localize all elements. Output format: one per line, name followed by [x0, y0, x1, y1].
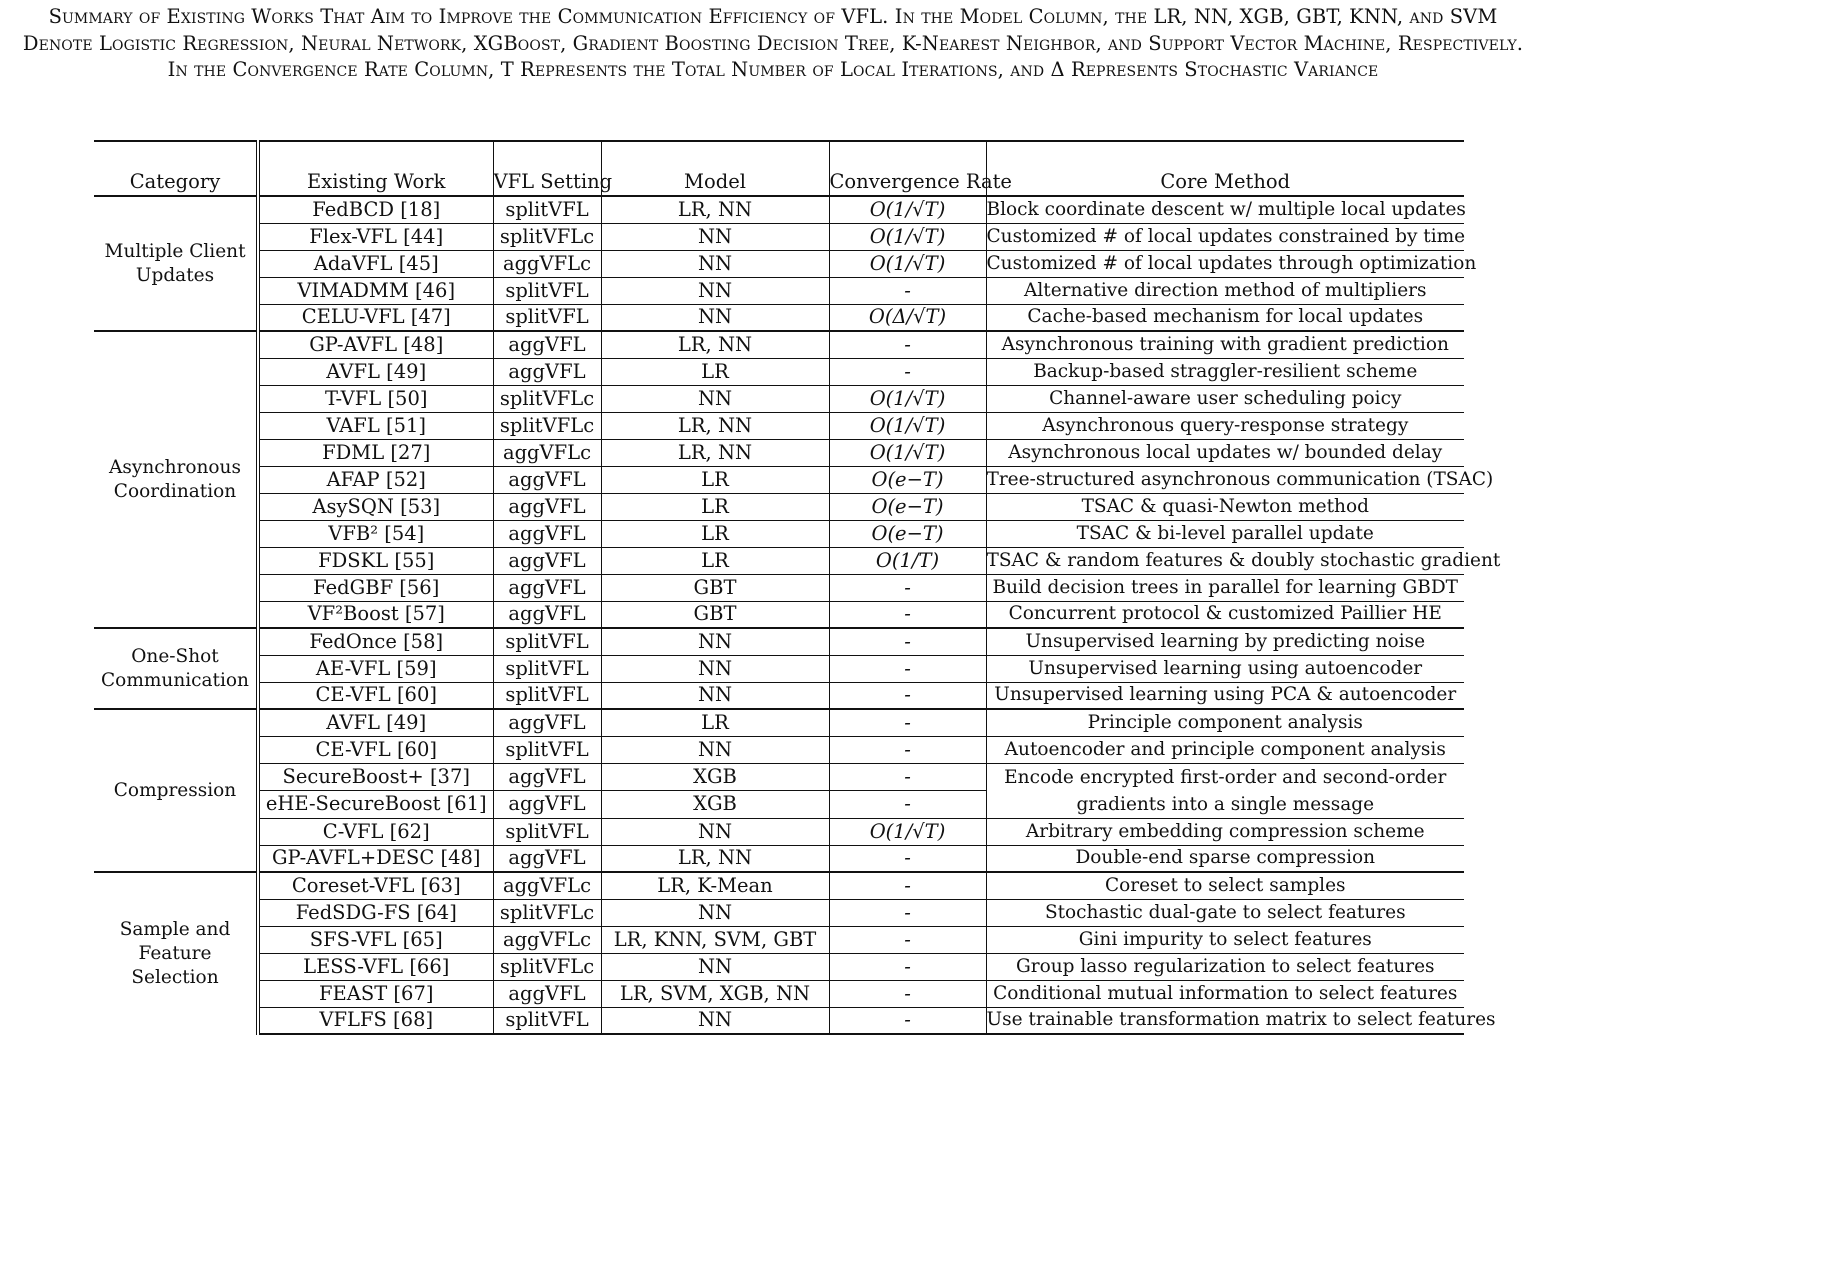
vfl-setting-cell: splitVFL — [493, 277, 601, 304]
model-cell: LR, NN — [601, 331, 829, 358]
vfl-setting-cell: aggVFL — [493, 980, 601, 1007]
convergence-rate-cell: - — [829, 926, 986, 953]
vfl-setting-cell: splitVFLc — [493, 223, 601, 250]
convergence-rate-cell: - — [829, 791, 986, 819]
header-vfl-setting: VFL Setting — [493, 141, 601, 196]
table-row — [94, 439, 1464, 466]
vfl-setting-cell: aggVFL — [493, 358, 601, 385]
vfl-setting-cell: aggVFL — [493, 601, 601, 628]
existing-work-cell: FedGBF [56] — [258, 574, 493, 601]
convergence-rate-cell: - — [829, 682, 986, 709]
model-cell: NN — [601, 655, 829, 682]
core-method-cell: Gini impurity to select features — [986, 926, 1464, 953]
core-method-cell: Use trainable transformation matrix to select features — [986, 1007, 1464, 1034]
core-method-cell: Unsupervised learning using PCA & autoencoder — [986, 682, 1464, 709]
existing-work-cell: VAFL [51] — [258, 412, 493, 439]
table-row — [94, 412, 1464, 439]
model-cell: NN — [601, 1007, 829, 1034]
model-cell: NN — [601, 250, 829, 277]
model-cell: NN — [601, 304, 829, 331]
existing-work-cell: LESS-VFL [66] — [258, 953, 493, 980]
core-method-cell: Asynchronous local updates w/ bounded delay — [986, 439, 1464, 466]
core-method-cell: TSAC & bi-level parallel update — [986, 520, 1464, 547]
vfl-setting-cell: aggVFL — [493, 493, 601, 520]
convergence-rate-cell: - — [829, 899, 986, 926]
table-row — [94, 358, 1464, 385]
existing-work-cell: FDML [27] — [258, 439, 493, 466]
convergence-rate-cell: - — [829, 655, 986, 682]
vfl-setting-cell: splitVFLc — [493, 412, 601, 439]
existing-work-cell: CE-VFL [60] — [258, 736, 493, 763]
convergence-rate-cell: - — [829, 845, 986, 872]
vfl-setting-cell: aggVFL — [493, 845, 601, 872]
table-row — [94, 493, 1464, 520]
table-row — [94, 980, 1464, 1007]
table-row — [94, 818, 1464, 845]
table-row — [94, 953, 1464, 980]
existing-work-cell: AsySQN [53] — [258, 493, 493, 520]
table-row — [94, 331, 1464, 358]
vfl-setting-cell: splitVFL — [493, 628, 601, 655]
convergence-rate-cell: O(1/√T) — [829, 385, 986, 412]
vfl-setting-cell: aggVFL — [493, 709, 601, 736]
existing-work-cell: AFAP [52] — [258, 466, 493, 493]
vfl-setting-cell: splitVFL — [493, 196, 601, 223]
convergence-rate-cell: O(e−T) — [829, 466, 986, 493]
table-row — [94, 520, 1464, 547]
model-cell: LR, SVM, XGB, NN — [601, 980, 829, 1007]
table-row — [94, 845, 1464, 872]
core-method-cell: TSAC & random features & doubly stochastic gradient — [986, 547, 1464, 574]
category-cell-one-shot-communication: One-Shot Communication — [94, 628, 258, 709]
category-cell-compression: Compression — [94, 709, 258, 872]
convergence-rate-cell: O(1/√T) — [829, 818, 986, 845]
model-cell: NN — [601, 223, 829, 250]
model-cell: NN — [601, 736, 829, 763]
model-cell: LR — [601, 358, 829, 385]
existing-work-cell: Flex-VFL [44] — [258, 223, 493, 250]
core-method-cell: Encode encrypted first-order and second-order gradients into a single message — [986, 763, 1464, 818]
table-row — [94, 628, 1464, 655]
table-row — [94, 250, 1464, 277]
model-cell: NN — [601, 628, 829, 655]
model-cell: LR — [601, 493, 829, 520]
vfl-setting-cell: aggVFLc — [493, 250, 601, 277]
convergence-rate-cell: O(1/√T) — [829, 196, 986, 223]
model-cell: LR — [601, 466, 829, 493]
vfl-setting-cell: splitVFL — [493, 818, 601, 845]
model-cell: XGB — [601, 791, 829, 819]
vfl-comparison-table — [94, 140, 1501, 1035]
vfl-setting-cell: aggVFL — [493, 791, 601, 819]
header-core-method: Core Method — [986, 141, 1464, 196]
vfl-setting-cell: aggVFLc — [493, 926, 601, 953]
table-row — [94, 899, 1464, 926]
core-method-cell: Arbitrary embedding compression scheme — [986, 818, 1464, 845]
model-cell: NN — [601, 277, 829, 304]
core-method-cell: Build decision trees in parallel for learning GBDT — [986, 574, 1464, 601]
vfl-setting-cell: splitVFL — [493, 1007, 601, 1034]
model-cell: LR, NN — [601, 845, 829, 872]
existing-work-cell: VIMADMM [46] — [258, 277, 493, 304]
convergence-rate-cell: - — [829, 601, 986, 628]
vfl-setting-cell: aggVFL — [493, 520, 601, 547]
existing-work-cell: GP-AVFL+DESC [48] — [258, 845, 493, 872]
category-cell-sample-and-feature-selection: Sample and Feature Selection — [94, 872, 258, 1034]
table-row — [94, 763, 1464, 791]
model-cell: XGB — [601, 763, 829, 791]
model-cell: GBT — [601, 601, 829, 628]
existing-work-cell: Coreset-VFL [63] — [258, 872, 493, 899]
table-row — [94, 547, 1464, 574]
core-method-cell: Concurrent protocol & customized Paillier HE — [986, 601, 1464, 628]
table-row — [94, 601, 1464, 628]
core-method-cell: Tree-structured asynchronous communication (TSAC) — [986, 466, 1464, 493]
vfl-setting-cell: splitVFLc — [493, 899, 601, 926]
table-row — [94, 655, 1464, 682]
existing-work-cell: VFLFS [68] — [258, 1007, 493, 1034]
table-row — [94, 277, 1464, 304]
model-cell: GBT — [601, 574, 829, 601]
core-method-cell: TSAC & quasi-Newton method — [986, 493, 1464, 520]
convergence-rate-cell: O(e−T) — [829, 493, 986, 520]
convergence-rate-cell: - — [829, 709, 986, 736]
header-category: Category — [94, 141, 258, 196]
core-method-cell: Group lasso regularization to select features — [986, 953, 1464, 980]
header-model: Model — [601, 141, 829, 196]
existing-work-cell: FedSDG-FS [64] — [258, 899, 493, 926]
model-cell: NN — [601, 953, 829, 980]
core-method-cell: Cache-based mechanism for local updates — [986, 304, 1464, 331]
table-row — [94, 736, 1464, 763]
convergence-rate-cell: - — [829, 358, 986, 385]
core-method-cell: Customized # of local updates constrained by time — [986, 223, 1464, 250]
convergence-rate-cell: - — [829, 980, 986, 1007]
core-method-cell: Backup-based straggler-resilient scheme — [986, 358, 1464, 385]
convergence-rate-cell: - — [829, 331, 986, 358]
existing-work-cell: AVFL [49] — [258, 358, 493, 385]
core-method-cell: Principle component analysis — [986, 709, 1464, 736]
convergence-rate-cell: O(e−T) — [829, 520, 986, 547]
existing-work-cell: T-VFL [50] — [258, 385, 493, 412]
vfl-setting-cell: splitVFL — [493, 304, 601, 331]
core-method-cell: Asynchronous training with gradient prediction — [986, 331, 1464, 358]
convergence-rate-cell: - — [829, 953, 986, 980]
vfl-setting-cell: aggVFL — [493, 547, 601, 574]
table-caption: Summary of Existing Works That Aim to Improve the Communication Efficiency of VFL. In the Model Column, the LR, NN, XGB, GBT, KNN, and SVM Denote Logistic Regression, Neural Network, XGBoost, Gradient Boosting Decision Tree, K-Nearest Neighbor, and Support Vector Machine, Respectively. In the Convergence Rate Column, T Represents the Total Number of Local Iterations, and Δ Represents Stochastic Variance — [22, 5, 1524, 81]
core-method-cell: Alternative direction method of multipliers — [986, 277, 1464, 304]
convergence-rate-cell: - — [829, 574, 986, 601]
table-row — [94, 872, 1464, 899]
table-row — [94, 196, 1464, 223]
existing-work-cell: CE-VFL [60] — [258, 682, 493, 709]
vfl-setting-cell: aggVFLc — [493, 872, 601, 899]
model-cell: LR, K-Mean — [601, 872, 829, 899]
model-cell: NN — [601, 682, 829, 709]
vfl-setting-cell: aggVFLc — [493, 439, 601, 466]
table-row — [94, 223, 1464, 250]
existing-work-cell: C-VFL [62] — [258, 818, 493, 845]
core-method-cell: Stochastic dual-gate to select features — [986, 899, 1464, 926]
category-cell-multiple-client-updates: Multiple Client Updates — [94, 196, 258, 331]
convergence-rate-cell: O(1/T) — [829, 547, 986, 574]
existing-work-cell: GP-AVFL [48] — [258, 331, 493, 358]
header-existing-work: Existing Work — [258, 141, 493, 196]
core-method-cell: Coreset to select samples — [986, 872, 1464, 899]
convergence-rate-cell: - — [829, 1007, 986, 1034]
convergence-rate-cell: O(Δ/√T) — [829, 304, 986, 331]
header-convergence-rate: Convergence Rate — [829, 141, 986, 196]
core-method-cell: Customized # of local updates through optimization — [986, 250, 1464, 277]
vfl-setting-cell: splitVFL — [493, 736, 601, 763]
core-method-cell: Channel-aware user scheduling poicy — [986, 385, 1464, 412]
convergence-rate-cell: - — [829, 277, 986, 304]
core-method-cell: Unsupervised learning using autoencoder — [986, 655, 1464, 682]
table-row — [94, 1007, 1464, 1034]
existing-work-cell: FDSKL [55] — [258, 547, 493, 574]
convergence-rate-cell: - — [829, 736, 986, 763]
vfl-setting-cell: splitVFL — [493, 655, 601, 682]
vfl-setting-cell: aggVFL — [493, 331, 601, 358]
table-row — [94, 682, 1464, 709]
table-row — [94, 574, 1464, 601]
vfl-setting-cell: aggVFL — [493, 574, 601, 601]
table-row — [94, 304, 1464, 331]
core-method-cell: Unsupervised learning by predicting noise — [986, 628, 1464, 655]
convergence-rate-cell: - — [829, 763, 986, 791]
vfl-setting-cell: splitVFLc — [493, 385, 601, 412]
existing-work-cell: AVFL [49] — [258, 709, 493, 736]
convergence-rate-cell: - — [829, 872, 986, 899]
table-row — [94, 709, 1464, 736]
core-method-cell: Conditional mutual information to select features — [986, 980, 1464, 1007]
model-cell: LR, NN — [601, 196, 829, 223]
core-method-cell: Double-end sparse compression — [986, 845, 1464, 872]
model-cell: LR, NN — [601, 439, 829, 466]
existing-work-cell: AE-VFL [59] — [258, 655, 493, 682]
model-cell: NN — [601, 385, 829, 412]
model-cell: LR — [601, 520, 829, 547]
existing-work-cell: FedOnce [58] — [258, 628, 493, 655]
existing-work-cell: FEAST [67] — [258, 980, 493, 1007]
model-cell: NN — [601, 818, 829, 845]
existing-work-cell: SecureBoost+ [37] — [258, 763, 493, 791]
vfl-setting-cell: splitVFL — [493, 682, 601, 709]
core-method-cell: Block coordinate descent w/ multiple local updates — [986, 196, 1464, 223]
existing-work-cell: AdaVFL [45] — [258, 250, 493, 277]
convergence-rate-cell: O(1/√T) — [829, 412, 986, 439]
vfl-setting-cell: splitVFLc — [493, 953, 601, 980]
table-row — [94, 926, 1464, 953]
model-cell: NN — [601, 899, 829, 926]
vfl-setting-cell: aggVFL — [493, 466, 601, 493]
table-row — [94, 385, 1464, 412]
existing-work-cell: FedBCD [18] — [258, 196, 493, 223]
header-row — [94, 141, 1464, 196]
model-cell: LR, NN — [601, 412, 829, 439]
model-cell: LR — [601, 547, 829, 574]
table-body — [94, 196, 1501, 1034]
existing-work-cell: CELU-VFL [47] — [258, 304, 493, 331]
convergence-rate-cell: - — [829, 628, 986, 655]
vfl-setting-cell: aggVFL — [493, 763, 601, 791]
existing-work-cell: SFS-VFL [65] — [258, 926, 493, 953]
convergence-rate-cell: O(1/√T) — [829, 439, 986, 466]
convergence-rate-cell: O(1/√T) — [829, 223, 986, 250]
core-method-cell: Autoencoder and principle component analysis — [986, 736, 1464, 763]
existing-work-cell: eHE-SecureBoost [61] — [258, 791, 493, 819]
model-cell: LR — [601, 709, 829, 736]
convergence-rate-cell: O(1/√T) — [829, 250, 986, 277]
model-cell: LR, KNN, SVM, GBT — [601, 926, 829, 953]
category-cell-asynchronous-coordination: Asynchronous Coordination — [94, 331, 258, 628]
core-method-cell: Asynchronous query-response strategy — [986, 412, 1464, 439]
existing-work-cell: VF²Boost [57] — [258, 601, 493, 628]
existing-work-cell: VFB² [54] — [258, 520, 493, 547]
table-row — [94, 466, 1464, 493]
